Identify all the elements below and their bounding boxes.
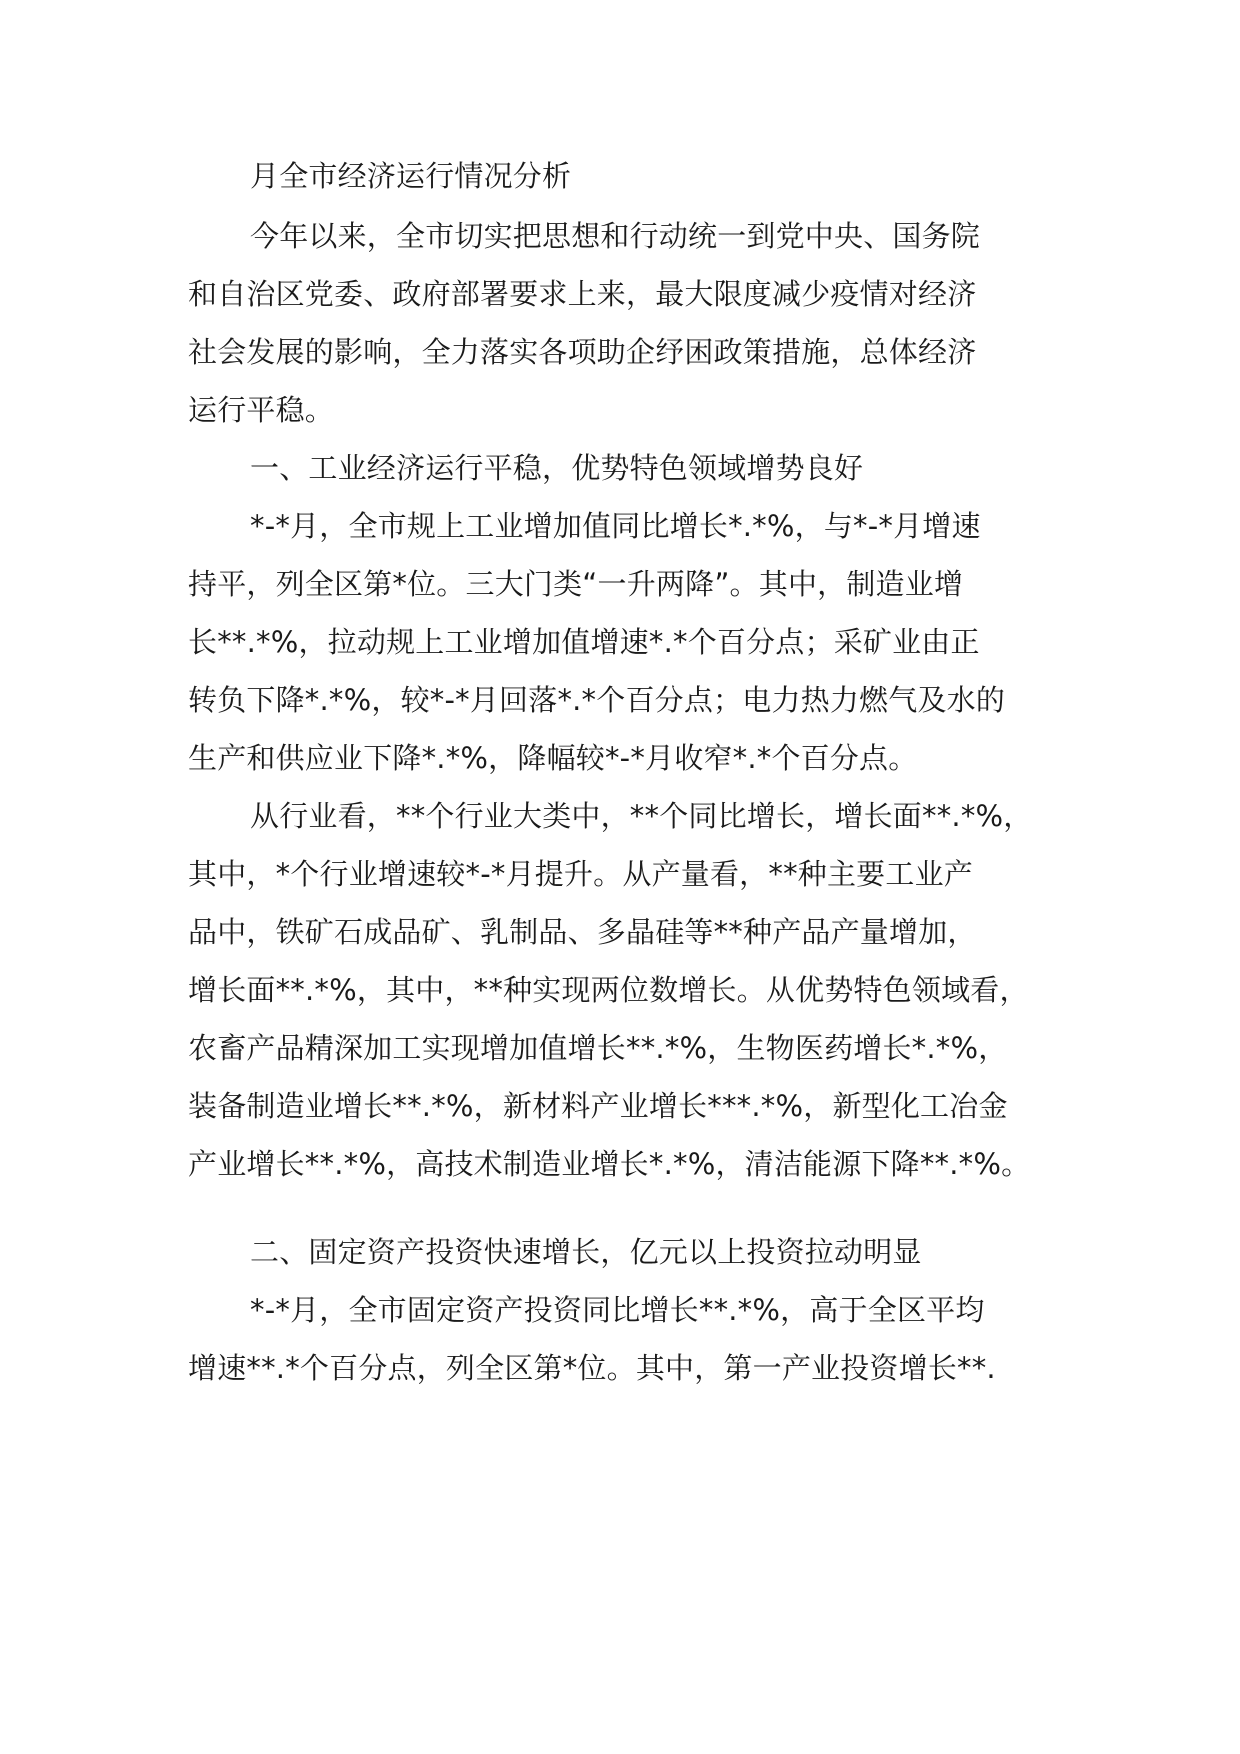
text-line: 从行业看，**个行业大类中，**个同比增长，增长面**.*%， bbox=[250, 799, 1033, 833]
text-line: 增长面**.*%，其中，**种实现两位数增长。从优势特色领域看， bbox=[188, 973, 1029, 1007]
text-line: 品中，铁矿石成品矿、乳制品、多晶硅等**种产品产量增加， bbox=[188, 915, 977, 949]
text-line: 增速**.*个百分点，列全区第*位。其中，第一产业投资增长**. bbox=[188, 1351, 996, 1385]
text-line: *-*月，全市规上工业增加值同比增长*.*%，与*-*月增速 bbox=[250, 509, 981, 543]
text-line: 社会发展的影响，全力落实各项助企纾困政策措施，总体经济 bbox=[188, 335, 977, 369]
text-line: *-*月，全市固定资产投资同比增长**.*%，高于全区平均 bbox=[250, 1293, 985, 1327]
text-line: 产业增长**.*%，高技术制造业增长*.*%，清洁能源下降**.*%。 bbox=[188, 1147, 1031, 1181]
document-title: 月全市经济运行情况分析 bbox=[250, 159, 572, 193]
section-heading: 二、固定资产投资快速增长，亿元以上投资拉动明显 bbox=[250, 1235, 922, 1269]
text-line: 持平，列全区第*位。三大门类“一升两降”。其中，制造业增 bbox=[188, 567, 964, 601]
text-line: 生产和供应业下降*.*%，降幅较*-*月收窄*.*个百分点。 bbox=[188, 741, 918, 775]
text-line: 转负下降*.*%，较*-*月回落*.*个百分点；电力热力燃气及水的 bbox=[188, 683, 1006, 717]
text-line: 和自治区党委、政府部署要求上来，最大限度减少疫情对经济 bbox=[188, 277, 977, 311]
text-line: 其中，*个行业增速较*-*月提升。从产量看，**种主要工业产 bbox=[188, 857, 973, 891]
text-line: 今年以来，全市切实把思想和行动统一到党中央、国务院 bbox=[250, 219, 981, 253]
section-heading: 一、工业经济运行平稳，优势特色领域增势良好 bbox=[250, 451, 864, 485]
text-line: 农畜产品精深加工实现增加值增长**.*%，生物医药增长*.*%， bbox=[188, 1031, 1008, 1065]
text-line: 长**.*%，拉动规上工业增加值增速*.*个百分点；采矿业由正 bbox=[188, 625, 980, 659]
text-line: 装备制造业增长**.*%，新材料产业增长***.*%，新型化工冶金 bbox=[188, 1089, 1008, 1123]
text-line: 运行平稳。 bbox=[188, 393, 335, 427]
